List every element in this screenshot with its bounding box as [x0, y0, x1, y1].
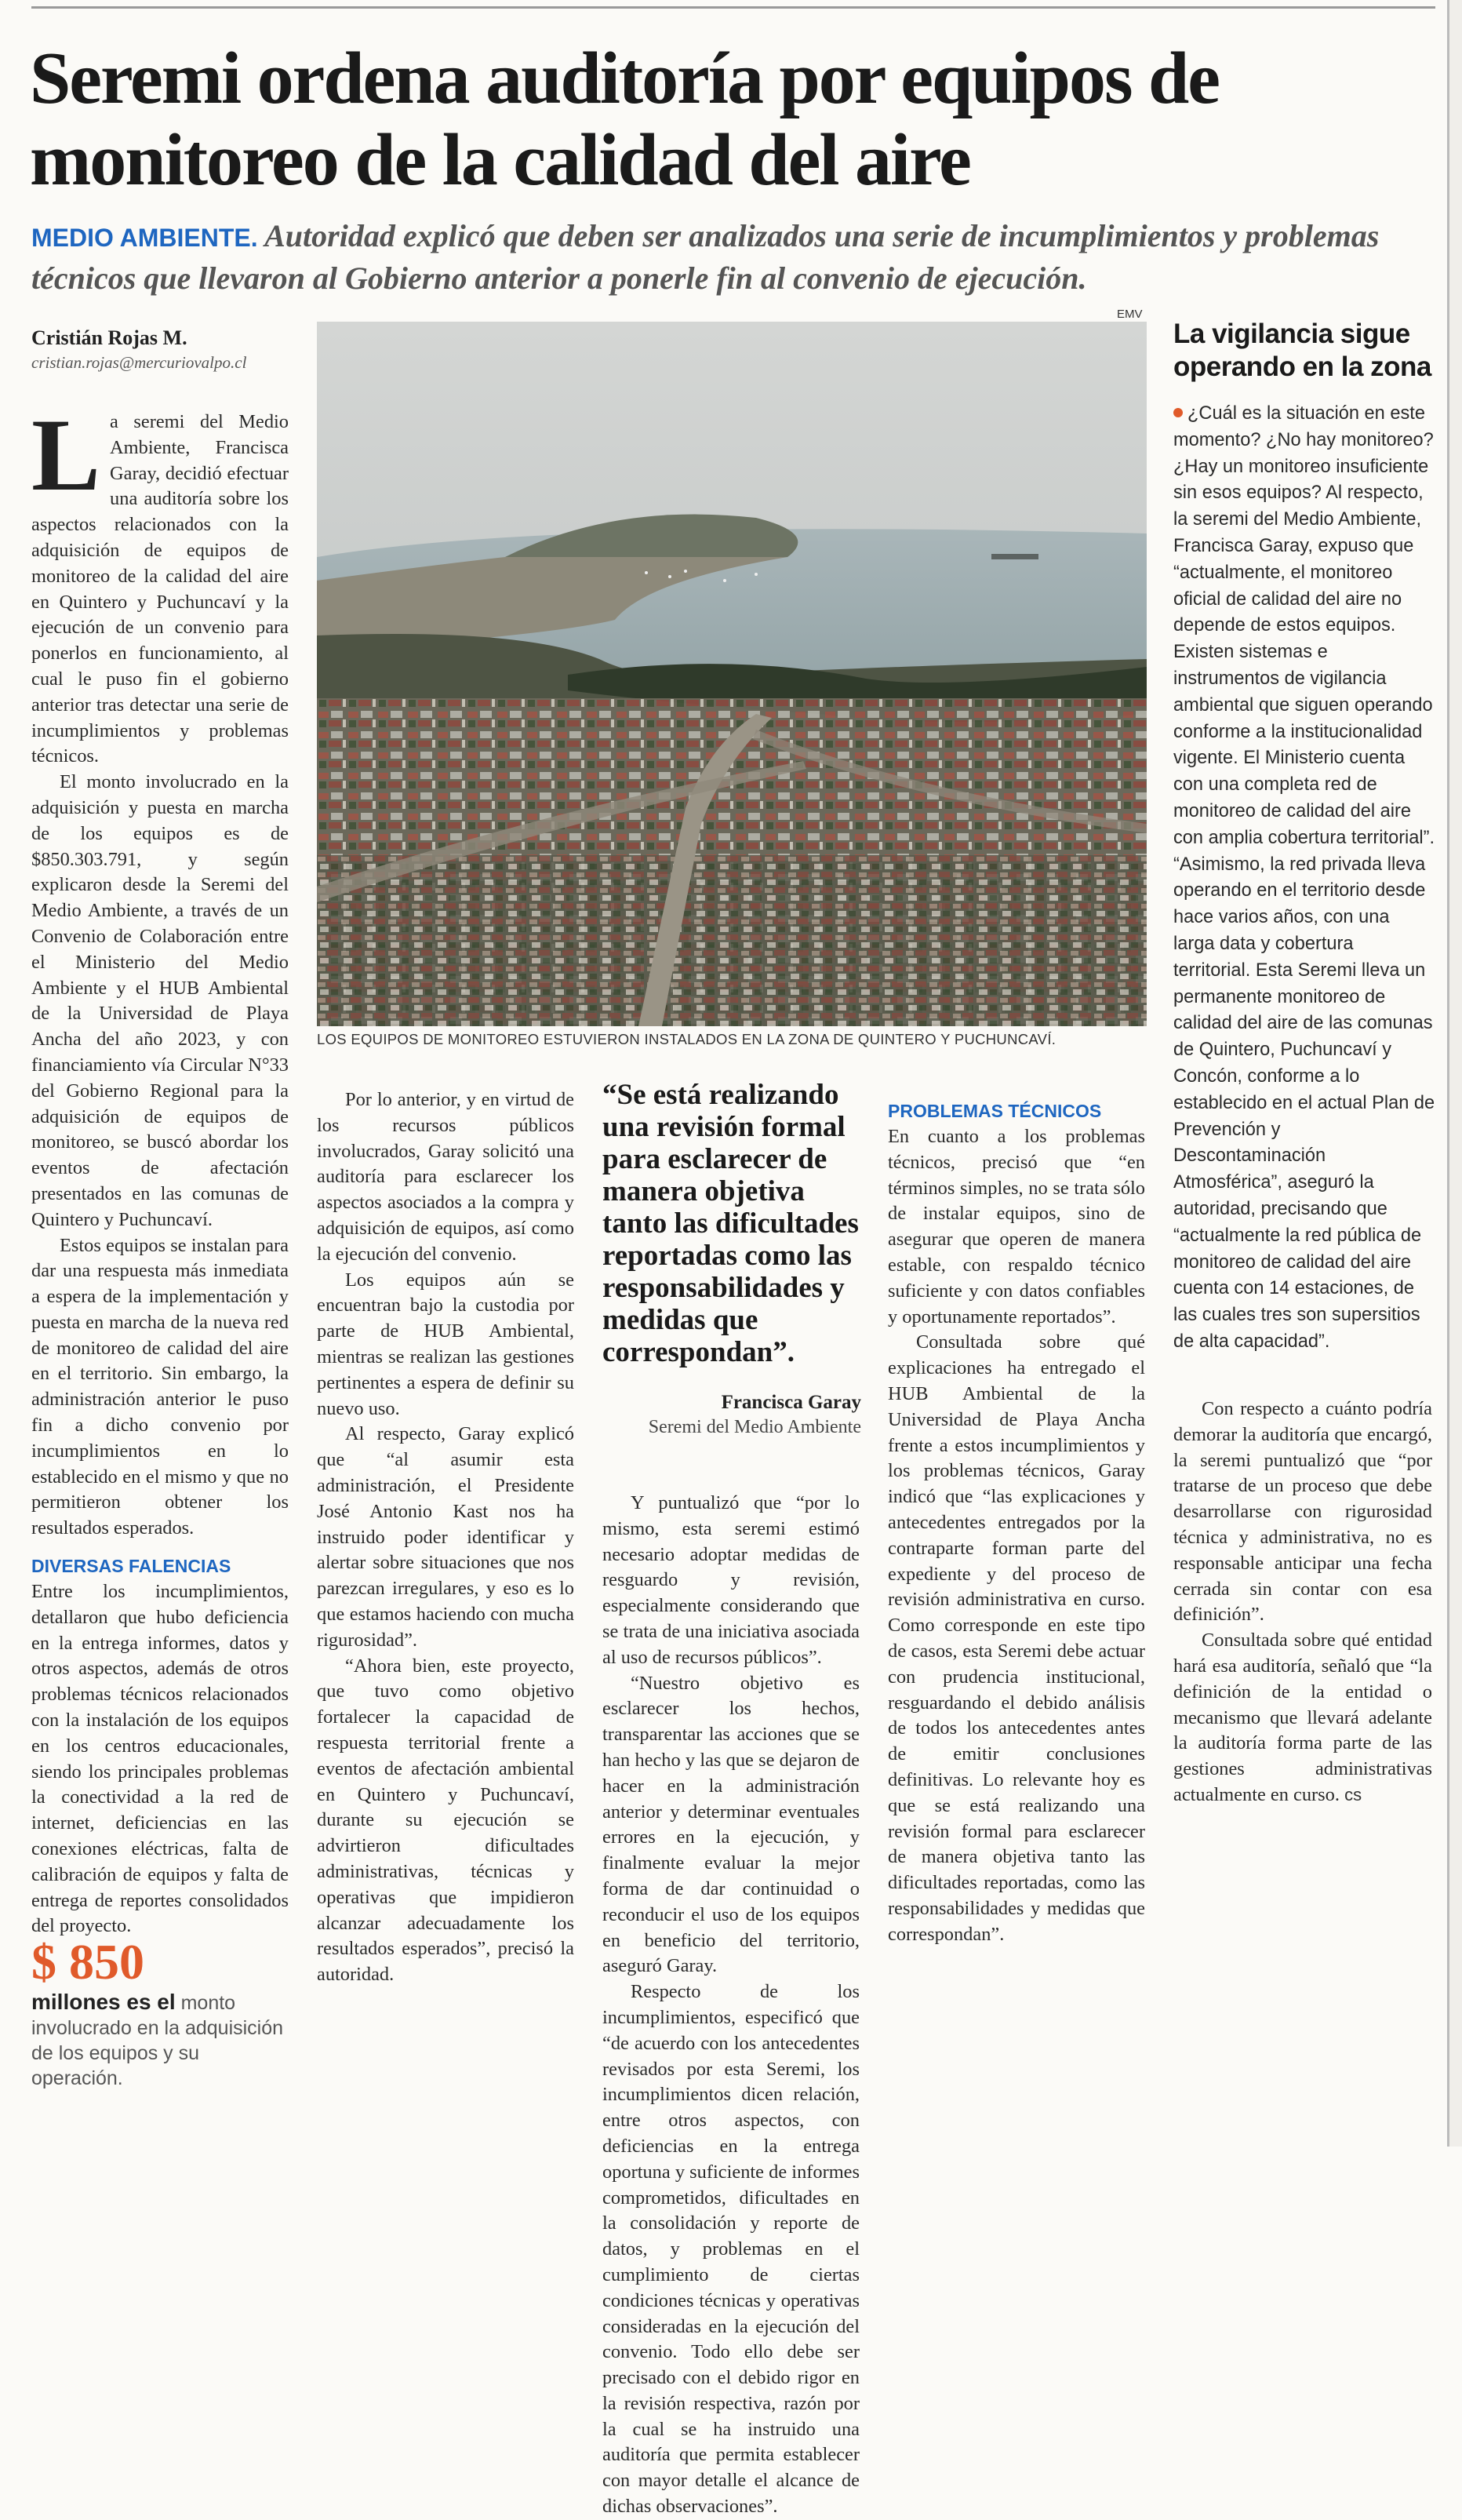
aerial-photo-illustration [317, 322, 1147, 1026]
paragraph-15 [1173, 1628, 1432, 1808]
paragraph-2: El monto involucrado en la adquisición y puesta en marcha de los equipos es de $850.303.791, y según explicaron desde la Seremi del Medio Ambiente, a través de un Convenio de Colaboración entre el Ministerio del Medio Ambiente y el HUB Ambiental de la Universidad de Playa Ancha del año 2023, y con financiamiento vía Circular N°33 del Gobierno Regional para la adquisición de equipos de monitoreo, se buscó abordar los eventos de afectación presentados en las comunas de Quintero y Puchuncaví. [31, 771, 289, 1230]
paragraph-10: “Nuestro objetivo es esclarecer los hechos, transparentar las acciones que se han hecho y las que se dejaron de hacer en la administración anterior y determinar eventuales errores en la ejecución, y finalmente evaluar la mejor forma de dar continuidad o reconducir el uso de los equipos en beneficio del territorio, aseguró Garay. [602, 1672, 860, 1977]
column-3 [602, 1491, 860, 2520]
paragraph-3: Estos equipos se instalan para dar una respuesta más inmediata a espera de la implementación y puesta en marcha de la nueva red de monitoreo de calidad del aire en el territorio. Sin embargo, la administración anterior le puso fin a dicho convenio por incumplimientos en lo establecido en el mismo y que no permitieron obtener los resultados esperados. [31, 1234, 289, 1539]
stat-text: monto involucrado en la adquisición de los equipos y su operación. [31, 1992, 284, 2089]
end-mark-icon: cs [1344, 1784, 1362, 1804]
column-4 [888, 1087, 1145, 1948]
section-heading-falencias: DIVERSAS FALENCIAS [31, 1556, 231, 1577]
headline: Seremi ordena auditoría por equipos de monitoreo de la calidad del aire [30, 38, 1220, 201]
pull-quote-name: Francisca Garay [721, 1392, 861, 1413]
aerial-photo [317, 322, 1147, 1026]
paragraph-7: Al respecto, Garay explicó que “al asumir esta administración, el Presidente José Antonio Kast nos ha instruido poder identificar y alertar sobre situaciones que nos parezcan irregulares, y eso es lo que estamos haciendo con mucha rigurosidad”. [317, 1423, 574, 1651]
stat-bold-text: millones es el [31, 1990, 176, 2014]
photo-caption: LOS EQUIPOS DE MONITOREO ESTUVIERON INSTALADOS EN LA ZONA DE QUINTERO Y PUCHUNCAVÍ. [317, 1031, 1056, 1047]
stat-description [31, 1990, 290, 2091]
subhead-text: Autoridad explicó que deben ser analizados una serie de incumplimientos y problemas técnicos que llevaron al Gobierno anterior a ponerle fin al convenio de ejecución. [31, 218, 1380, 296]
lead-paragraph [31, 397, 289, 770]
pull-quote-text: “Se está realizando una revisión formal para esclarecer de manera objetiva tanto las dificultades reportadas como las responsabilidades y medidas que correspondan”. [602, 1079, 859, 1368]
section-kicker: MEDIO AMBIENTE. [31, 224, 258, 252]
sidebar-box [1173, 318, 1435, 1356]
paragraph-13: Consultada sobre qué explicaciones ha entregado el HUB Ambiental de la Universidad de Playa Ancha frente a estos incumplimientos y los problemas técnicos, Garay indicó que “las explicaciones y antecedentes entregados por la contraparte forman parte del expediente y del proceso de revisión administrativa en curso. Como corresponde en este tipo de casos, esta Seremi debe actuar con prudencia institucional, resguardando el debido análisis de todos los antecedentes antes de emitir conclusiones definitivas. Lo relevante hoy es que se está realizando una revisión formal para esclarecer de manera objetiva tanto las dificultades reportadas, como las responsabilidades y medidas que correspondan”. [888, 1331, 1145, 1945]
paragraph-15-text: Consultada sobre qué entidad hará esa auditoría, señaló que “la definición de la entidad o mecanismo que llevará adelante la auditoría forma parte de las gestiones administrativas actualmente en curso. [1173, 1630, 1432, 1805]
author-email[interactable]: cristian.rojas@mercuriovalpo.cl [31, 353, 247, 372]
sidebar-body-text: ¿Cuál es la situación en este momento? ¿No hay monitoreo? ¿Hay un monitoreo insuficiente sin esos equipos? Al respecto, la seremi del Medio Ambiente, Francisca Garay, expuso que “actualmente, el monitoreo oficial de calidad del aire no depende de estos equipos. Existen sistemas e instrumentos de vigilancia ambiental que siguen operando conforme a la institucionalidad vigente. El Ministerio cuenta con una completa red de monitoreo de calidad del aire con amplia cobertura territorial”. “Asimismo, la red privada lleva operando en el territorio desde hace varios años, con una larga data y cobertura territorial. Esta Seremi lleva un permanente monitoreo de calidad del aire de las comunas de Quintero, Puchuncaví y Concón, conforme a lo establecido en el actual Plan de Prevención y Descontaminación Atmosférica”, aseguró la autoridad, precisando que “actualmente la red pública de monitoreo de calidad del aire cuenta con 14 estaciones, de las cuales tres son supersitios de alta capacidad”. [1173, 403, 1435, 1352]
paragraph-6: Los equipos aún se encuentran bajo la custodia por parte de HUB Ambiental, mientras se realizan las gestiones pertinentes a espera de definir su nuevo uso. [317, 1269, 574, 1419]
paragraph-11: Respecto de los incumplimientos, especificó que “de acuerdo con los antecedentes revisados por esta Seremi, los incumplimientos dicen relación, entre otros aspectos, con deficiencias en la entrega oportuna y suficiente de informes comprometidos, dificultades en la consolidación y reporte de datos, y problemas en el cumplimiento de ciertas condiciones técnicas y operativas consideradas en la ejecución del convenio. Todo ello debe ser precisado con el debido rigor en la revisión respectiva, razón por la cual se ha instruido una auditoría que permita establecer con mayor detalle el alcance de dichas observaciones”. [602, 1981, 860, 2518]
bullet-dot-icon [1173, 408, 1183, 417]
photo-credit: EMV [1117, 308, 1143, 321]
paragraph-5: Por lo anterior, y en virtud de los recursos públicos involucrados, Garay solicitó una auditoría para esclarecer los aspectos asociados a la compra y adquisición de equipos, así como la ejecución del convenio. [317, 1089, 574, 1265]
section-heading-tecnicos: PROBLEMAS TÉCNICOS [888, 1101, 1102, 1121]
sidebar-body [1173, 401, 1435, 1356]
paragraph-12: En cuanto a los problemas técnicos, precisó que “en términos simples, no se trata sólo de instalar equipos, sino de asegurar que operen de manera estable, con respaldo técnico suficiente y con datos confiables y oportunamente reportados”. [888, 1126, 1145, 1327]
paragraph-14: Con respecto a cuánto podría demorar la auditoría que encargó, la seremi puntualizó que “por tratarse de un proceso que debe desarrollarse con rigurosidad técnica y administrativa, no es responsable anticipar una fecha cerrada sin contar con esa definición”. [1173, 1398, 1432, 1626]
adjacent-page-strip [1447, 0, 1462, 2147]
lead-paragraph-text: a seremi del Medio Ambiente, Francisca Garay, decidió efectuar una auditoría sobre los aspectos relacionados con la adquisición de equipos de monitoreo de la calidad del aire en Quintero y Puchuncaví y la ejecución de un convenio para ponerlos en funcionamiento, al cual le puso fin el gobierno anterior tras detectar una serie de incumplimientos y problemas técnicos. [31, 411, 289, 767]
pull-quote [602, 1079, 861, 1438]
paragraph-8: “Ahora bien, este proyecto, que tuvo como objetivo fortalecer la capacidad de respuesta territorial frente a eventos de afectación ambiental en Quintero y Puchuncaví, durante su ejecución se advirtieron dificultades administrativas, técnicas y operativas que impidieron alcanzar adecuadamente los resultados esperados”, precisó la autoridad. [317, 1655, 574, 1986]
stat-number: $ 850 [31, 1934, 144, 1990]
author-name: Cristián Rojas M. [31, 326, 187, 349]
column-1 [31, 397, 289, 1939]
sidebar-title: La vigilancia sigue operando en la zona [1173, 319, 1431, 382]
column-5 [1173, 1397, 1432, 1808]
top-rule [31, 6, 1435, 9]
pull-quote-role: Seremi del Medio Ambiente [648, 1417, 861, 1437]
column-2 [317, 1087, 574, 1988]
subhead [31, 216, 1443, 299]
byline [31, 325, 298, 373]
paragraph-4: Entre los incumplimientos, detallaron que hubo deficiencia en la entrega informes, datos y otros aspectos, además de otros problemas técnicos relacionados con la instalación de los equipos en los centros educacionales, siendo los principales problemas la conectividad a la red de internet, deficiencias en las conexiones eléctricas, falta de calibración de equipos y falta de entrega de reportes consolidados del proyecto. [31, 1581, 289, 1937]
paragraph-9: Y puntualizó que “por lo mismo, esta seremi estimó necesario adoptar medidas de resguardo y revisión, especialmente considerando que se trata de una iniciativa asociada al uso de recursos públicos”. [602, 1492, 860, 1668]
stat-callout [31, 1935, 290, 2091]
dropcap: L [31, 397, 101, 512]
